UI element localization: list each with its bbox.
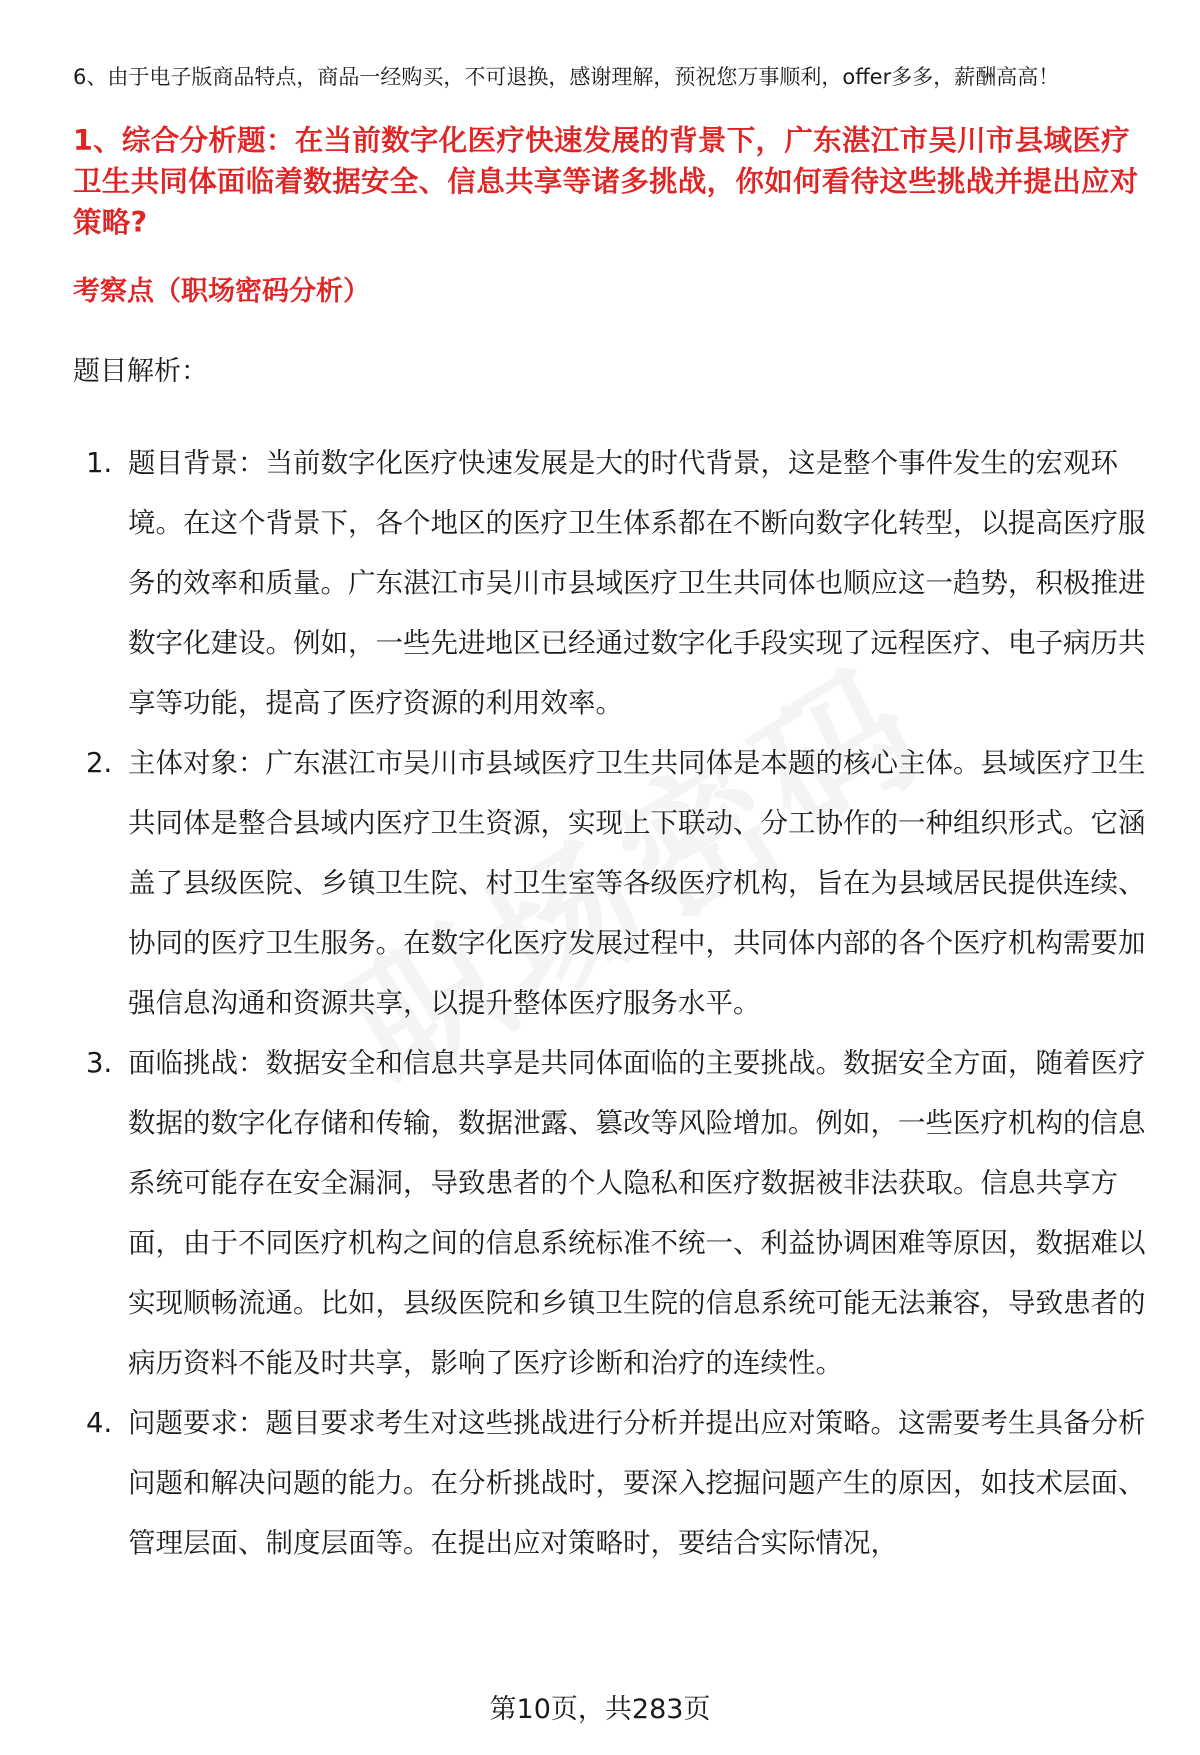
focus-heading: 考察点（职场密码分析）: [73, 276, 370, 307]
list-item-text: 题目背景：当前数字化医疗快速发展是大的时代背景，这是整个事件发生的宏观环境。在这个背景下，各个地区的医疗卫生体系都在不断向数字化转型，以提高医疗服务的效率和质量。广东湛江市吴川市县域医疗卫生共同体也顺应这一趋势，积极推进数字化建设。例如，一些先进地区已经通过数字化手段实现了远程医疗、电子病历共享等功能，提高了医疗资源的利用效率。: [128, 447, 1146, 719]
list-item: [73, 1393, 1153, 1573]
list-item-text: 主体对象：广东湛江市吴川市县域医疗卫生共同体是本题的核心主体。县域医疗卫生共同体是整合县域内医疗卫生资源，实现上下联动、分工协作的一种组织形式。它涵盖了县级医院、乡镇卫生院、村卫生室等各级医疗机构，旨在为县域居民提供连续、协同的医疗卫生服务。在数字化医疗发展过程中，共同体内部的各个医疗机构需要加强信息沟通和资源共享，以提升整体医疗服务水平。: [128, 747, 1146, 1019]
page-number: 第10页，共283页: [489, 1694, 711, 1725]
analysis-list: [73, 433, 1153, 1573]
list-item: [73, 733, 1153, 1033]
list-item-number: 4.: [86, 1407, 113, 1439]
list-item: [73, 1033, 1153, 1393]
question-heading: 1、综合分析题：在当前数字化医疗快速发展的背景下，广东湛江市吴川市县域医疗卫生共同体面临着数据安全、信息共享等诸多挑战，你如何看待这些挑战并提出应对策略?: [73, 124, 1139, 239]
list-item-text: 面临挑战：数据安全和信息共享是共同体面临的主要挑战。数据安全方面，随着医疗数据的数字化存储和传输，数据泄露、篡改等风险增加。例如，一些医疗机构的信息系统可能存在安全漏洞，导致患者的个人隐私和医疗数据被非法获取。信息共享方面，由于不同医疗机构之间的信息系统标准不统一、利益协调困难等原因，数据难以实现顺畅流通。比如，县级医院和乡镇卫生院的信息系统可能无法兼容，导致患者的病历资料不能及时共享，影响了医疗诊断和治疗的连续性。: [128, 1047, 1146, 1379]
list-item-number: 3.: [86, 1047, 113, 1079]
list-item-number: 2.: [86, 747, 113, 779]
analysis-heading: 题目解析：: [73, 356, 208, 387]
purchase-notice: 6、由于电子版商品特点，商品一经购买，不可退换，感谢理解，预祝您万事顺利，offer多多，薪酬高高！: [73, 65, 1060, 89]
list-item-text: 问题要求：题目要求考生对这些挑战进行分析并提出应对策略。这需要考生具备分析问题和解决问题的能力。在分析挑战时，要深入挖掘问题产生的原因，如技术层面、管理层面、制度层面等。在提出应对策略时，要结合实际情况，: [128, 1407, 1146, 1559]
list-item-number: 1.: [86, 447, 113, 479]
list-item: [73, 433, 1153, 733]
